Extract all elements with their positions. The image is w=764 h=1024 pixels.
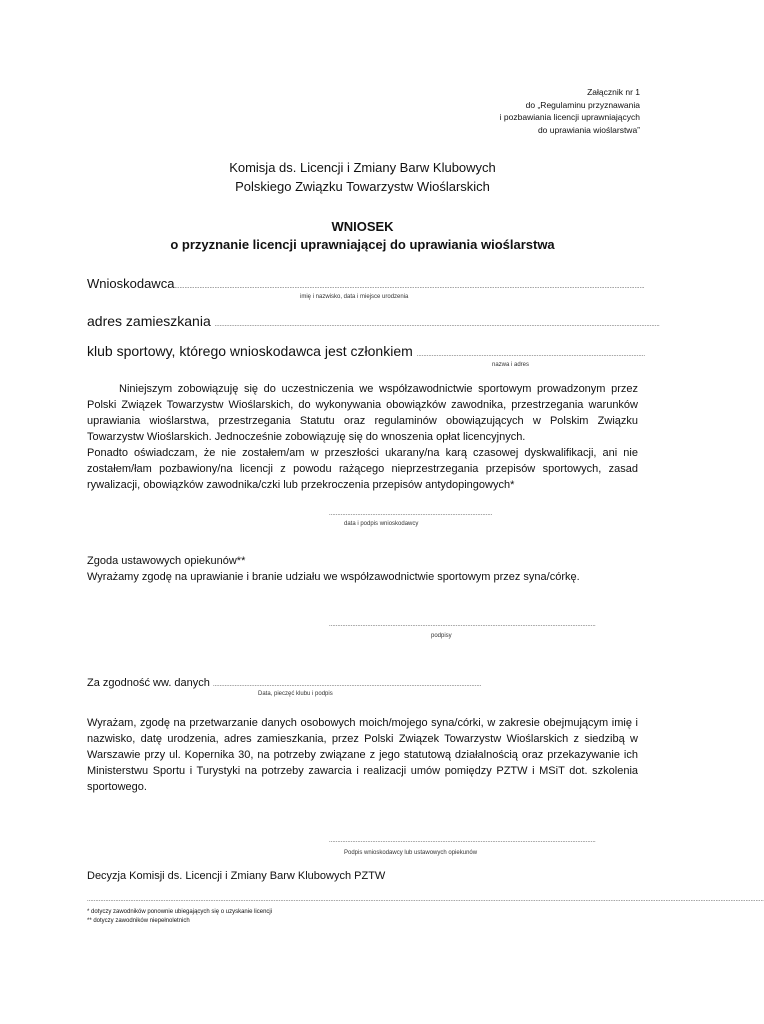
conformity-caption: Data, pieczęć klubu i podpis	[258, 691, 333, 697]
annex-line-2: do „Regulaminu przyznawania	[525, 99, 640, 110]
annex-header	[500, 86, 640, 136]
applicant-signature-line[interactable]: ..................................................................................................	[329, 511, 493, 517]
applicant-caption: imię i nazwisko, data i miejsce urodzenia	[300, 294, 409, 300]
applicant-dotted-line[interactable]: ..........................................................................................................................................................................................................................................................................................	[174, 284, 645, 290]
applicant-signature-caption: data i podpis wnioskodawcy	[344, 521, 419, 527]
club-label: klub sportowy, którego wnioskodawca jest członkiem	[87, 343, 413, 359]
applicant-label: Wnioskodawca	[87, 276, 175, 291]
address-dotted-line[interactable]: ...........................................................................................................................................................................................................................................................................	[214, 322, 660, 328]
guardian-text: Wyrażamy zgodę na uprawianie i branie udziału we współzawodnictwie sportowym przez syna/córkę.	[87, 571, 580, 583]
title-subheading: o przyznanie licencji uprawniającej do uprawiania wioślarstwa	[170, 237, 555, 252]
footnotes	[87, 908, 272, 925]
club-field	[87, 343, 646, 359]
conformity-field	[87, 677, 482, 689]
data-consent-text: Wyrażam, zgodę na przetwarzanie danych osobowych moich/mojego syna/córki, w zakresie obejmującym imię i nazwisko, datę urodzenia, adres zamieszkania, przez Polski Związek Towarzystw Wioślarskich z siedzibą w Warszawie przy ul. Kopernika 30, na potrzeby związane z jego statutową działalnością oraz przekazywanie ich Ministerstwu Sportu i Turystyki na potrzeby zawarcia i realizacji umów pomiędzy PZTW i MSiT dot. szkolenia sportowego.	[87, 717, 638, 793]
address-field	[87, 313, 660, 329]
conformity-dotted-line[interactable]: .................................................................................................................................................................	[212, 682, 482, 688]
guardian-consent	[87, 553, 638, 585]
declaration-paragraph-1: Niniejszym zobowiązuję się do uczestniczenia we współzawodnictwie sportowym prowadzonym przez Polski Związek Towarzystw Wioślarskich, do wykonywania obowiązków zawodnika, przestrzegania warunków uprawiania wioślarstwa, przestrzegania Statutu oraz regulaminów obowiązujących w Polskim Związku Towarzystw Wioślarskich. Jednocześnie zobowiązuję się do wnoszenia opłat licencyjnych.	[87, 383, 638, 443]
decision-label: Decyzja Komisji ds. Licencji i Zmiany Barw Klubowych PZTW	[87, 870, 386, 882]
club-caption: nazwa i adres	[492, 362, 530, 368]
decision-dotted-line[interactable]: ......................................................................................................................................................................................................................................................................................................................................................................................................................	[87, 897, 764, 903]
commission-heading	[0, 158, 725, 196]
guardian-signature-line[interactable]: ................................................................................................................................................................	[329, 622, 596, 628]
address-label: adres zamieszkania	[87, 313, 211, 329]
annex-line-1: Załącznik nr 1	[587, 87, 640, 97]
club-dotted-line[interactable]: .........................................................................................................................................	[416, 352, 646, 358]
declaration-paragraph-2: Ponadto oświadczam, że nie zostałem/am w przeszłości ukarany/na karą czasowej dyskwalifikacji, ani nie zostałem/łam pozbawiony/na licencji z powodu rażącego nieprzestrzegania przepisów sportowych, zasad rywalizacji, obowiązków zawodnika/czki lub przekroczenia przepisów antydopingowych*	[87, 447, 638, 491]
commission-line-2: Polskiego Związku Towarzystw Wioślarskich	[235, 179, 490, 194]
title-heading: WNIOSEK	[331, 219, 394, 234]
consent-signature-line[interactable]: ................................................................................................................................................................	[329, 838, 596, 844]
conformity-label: Za zgodność ww. danych	[87, 677, 210, 689]
guardian-signature-caption: podpisy	[431, 633, 452, 639]
footnote-2: ** dotyczy zawodników niepełnoletnich	[87, 917, 190, 924]
commission-line-1: Komisja ds. Licencji i Zmiany Barw Klubowych	[229, 160, 496, 175]
data-consent	[87, 715, 638, 795]
annex-line-3: i pozbawiania licencji uprawniających	[499, 112, 640, 122]
declaration-text	[87, 381, 638, 493]
footnote-1: * dotyczy zawodników ponownie ubiegających się o uzyskanie licencji	[87, 909, 273, 915]
guardian-heading: Zgoda ustawowych opiekunów**	[87, 555, 246, 567]
consent-signature-caption: Podpis wnioskodawcy lub ustawowych opiekunów	[344, 850, 478, 856]
document-title	[0, 218, 725, 254]
applicant-field	[87, 276, 645, 291]
annex-line-4: do uprawiania wioślarstwa”	[537, 124, 640, 135]
